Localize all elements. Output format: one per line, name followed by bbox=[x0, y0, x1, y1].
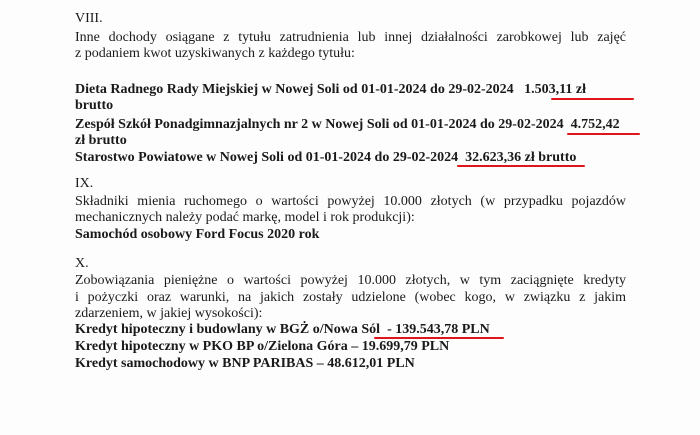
income-3-source: Starostwo Powiatowe w Nowej Soli od 01-01-2024 do 29-02-2024 bbox=[75, 150, 459, 165]
section-viii-intro-line-1: Inne dochody osiągane z tytułu zatrudnienia lub innej działalności zarobkowej lub zajęć bbox=[75, 30, 626, 45]
income-3-amount: 32.623,36 zł brutto bbox=[465, 150, 577, 165]
section-x-heading: X. bbox=[75, 256, 89, 271]
loan-1-amount: - 139.543,78 PLN bbox=[387, 322, 490, 337]
section-ix-intro-line-2: mechanicznych należy podać markę, model i rok produkcji): bbox=[75, 210, 415, 225]
section-x-intro-line-3: zdarzeniem, w jakiej wysokości): bbox=[75, 306, 263, 321]
section-x-intro-line-1: Zobowiązania pieniężne o wartości powyżej 10.000 złotych, w tym zaciągnięte kredyty bbox=[75, 273, 626, 288]
income-2-source: Zespół Szkół Ponadgimnazjalnych nr 2 w Nowej Soli od 01-01-2024 do 29-02-2024 bbox=[75, 117, 564, 132]
income-2-amount: 4.752,42 bbox=[570, 117, 620, 132]
section-viii-intro-line-2: z podaniem kwot uzyskiwanych z każdego tytułu: bbox=[75, 46, 355, 61]
movable-asset-item: Samochód osobowy Ford Focus 2020 rok bbox=[75, 227, 320, 242]
income-row-2 bbox=[75, 117, 620, 133]
loan-1-description: Kredyt hipoteczny i budowlany w BGŻ o/Nowa Sól bbox=[75, 322, 381, 337]
income-1-source: Dieta Radnego Rady Miejskiej w Nowej Soli od 01-01-2024 do 29-02-2024 bbox=[75, 82, 514, 97]
section-ix-heading: IX. bbox=[75, 176, 94, 191]
loan-row-3: Kredyt samochodowy w BNP PARIBAS – 48.612,01 PLN bbox=[75, 356, 415, 371]
income-row-1 bbox=[75, 82, 586, 98]
section-viii-heading: VIII. bbox=[75, 11, 103, 26]
section-x-intro-line-2: i pożyczki oraz warunki, na jakich zostały udzielone (wobec kogo, w związku z jakim bbox=[75, 290, 626, 305]
section-ix-intro-line-1: Składniki mienia ruchomego o wartości powyżej 10.000 złotych (w przypadku pojazdów bbox=[75, 194, 626, 209]
income-row-3 bbox=[75, 150, 576, 166]
income-2-continuation: zł brutto bbox=[75, 133, 127, 148]
loan-row-2: Kredyt hipoteczny w PKO BP o/Zielona Góra – 19.699,79 PLN bbox=[75, 339, 450, 354]
income-2-red-underline bbox=[567, 133, 640, 135]
income-1-red-underline bbox=[551, 98, 634, 100]
income-3-red-underline bbox=[457, 165, 585, 167]
income-1-continuation: brutto bbox=[75, 98, 114, 113]
income-1-amount: 1.503,11 zł bbox=[524, 82, 586, 97]
loan-row-1 bbox=[75, 322, 490, 338]
